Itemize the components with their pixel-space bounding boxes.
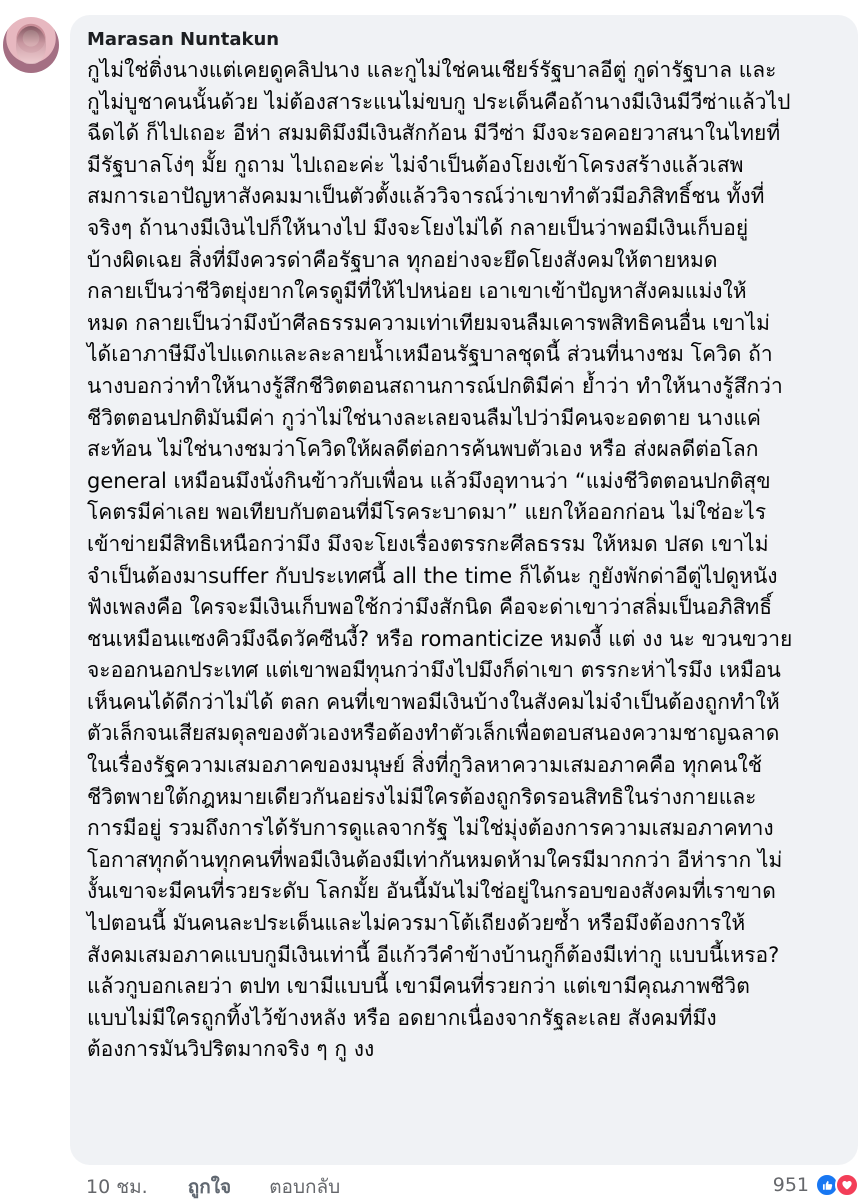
- reaction-count: 951: [772, 1174, 809, 1196]
- comment-line: หมด กลายเป็นว่ามึงบ้าศีลธรรมความเท่าเทียมจนลืมเคารพสิทธิคนอื่น เขาไม่: [87, 310, 770, 335]
- comment-line: ชีวิตพายใต้กฎหมายเดียวกันอย่รงไม่มีใครต้องถูกริดรอนสิทธิในร่างกายและ: [87, 784, 757, 809]
- comment-line: ชนเหมือนแซงคิวมึงฉีดวัคซีนงี้? หรือ romanticize หมดงี้ แต่ งง นะ ขวนขวาย: [87, 626, 793, 651]
- comment-line: กลายเป็นว่าชีวิตยุ่งยากใครดูมีที่ให้ไปหน่อย เอาเขาเข้าปัญหาสังคมแม่งให้: [87, 279, 747, 304]
- comment-line: กูไม่ใช่ติ่งนางแต่เคยดูคลิปนาง และกูไม่ใช่คนเชียร์รัฐบาลอีตู่ กูด่ารัฐบาล และ: [87, 58, 777, 82]
- comment-time-link[interactable]: 10 ชม.: [86, 1176, 148, 1198]
- comment-line: เห็นคนได้ดีกว่าไม่ได้ ตลก คนที่เขาพอมีเงินบ้างในสังคมไม่จำเป็นต้องถูกทำให้: [87, 689, 780, 714]
- comment-bubble: [70, 15, 858, 1165]
- comment-line: กูไม่บูชาคนนั้นด้วย ไม่ต้องสาระแนไม่ขบกู ประเด็นคือถ้านางมีเงินมีวีซ่าแล้วไป: [87, 89, 791, 114]
- comment-line: ต้องการมันวิปริตมากจริง ๆ กู งง: [87, 1037, 375, 1062]
- comment-line: สังคมเสมอภาคแบบกูมีเงินเท่านี้ อีแก้ววีคำข้างบ้านกูก็ต้องมีเท่ากู แบบนี้เหรอ?: [87, 942, 780, 967]
- comment-line: โคตรมีค่าเลย พอเทียบกับตอนที่มีโรคระบาดมา” แยกให้ออกก่อน ไม่ใช่อะไร: [87, 500, 767, 525]
- comment-line: ได้เอาภาษีมึงไปแดกและละลายน้ำเหมือนรัฐบาลชุดนี้ ส่วนที่นางชม โควิด ถ้า: [87, 342, 773, 367]
- comment-line: สะท้อน ไม่ใช่นางชมว่าโควิดให้ผลดีต่อการค้นพบตัวเอง หรือ ส่งผลดีต่อโลก: [87, 437, 759, 462]
- comment-line: ในเรื่องรัฐความเสมอภาคของมนุษย์ สิ่งที่กูวิลหาความเสมอภาคคือ ทุกคนใช้: [87, 753, 762, 778]
- comment-line: จริงๆ ถ้านางมีเงินไปก็ให้นางไป มึงจะโยงไม่ได้ กลายเป็นว่าพอมีเงินเก็บอยู่: [87, 215, 749, 240]
- like-button[interactable]: ถูกใจ: [187, 1176, 232, 1198]
- comment-line: จำเป็นต้องมาsuffer กับประเทศนี้ all the time ก็ได้นะ กูยังพักด่าอีตู่ไปดูหนัง: [87, 563, 778, 588]
- comment-line: ฟังเพลงคือ ใครจะมีเงินเก็บพอใช้กว่ามึงสักนิด คือจะด่าเขาว่าสลิ่มเป็นอภิสิทธิ์: [87, 595, 773, 620]
- comment-line: จะออกนอกประเทศ แต่เขาพอมีทุนกว่ามึงไปมึงก็ด่าเขา ตรรกะห่าไรมึง เหมือน: [87, 658, 781, 683]
- comment-line: แล้วกูบอกเลยว่า ตปท เขามีแบบนี้ เขามีคนที่รวยกว่า แต่เขามีคุณภาพชีวิต: [87, 974, 750, 999]
- comment-line: ฉีดได้ ก็ไปเถอะ อีห่า สมมติมึงมีเงินสักก้อน มีวีซ่า มึงจะรอคอยวาสนาในไทยที่: [87, 121, 781, 146]
- comment-line: ชีวิตตอนปกติมันมีค่า กูว่าไม่ใช่นางละเลยจนลืมไปว่ามีคนจะอดตาย นางแค่: [87, 405, 761, 430]
- comment-text: [87, 55, 842, 1066]
- comment-line: แบบไม่มีใครถูกทิ้งไว้ข้างหลัง หรือ อดยากเนื่องจากรัฐละเลย สังคมที่มึง: [87, 1005, 717, 1030]
- comment-author[interactable]: Marasan Nuntakun: [87, 29, 280, 50]
- comment-line: การมีอยู่ รวมถึงการได้รับการดูแลจากรัฐ ไม่ใช่มุ่งต้องการความเสมอภาคทาง: [87, 816, 774, 841]
- comment-line: ไปตอนนี้ มันคนละประเด็นและไม่ควรมาโต้เถียงด้วยซ้ำ หรือมึงต้องการให้: [87, 911, 746, 936]
- profile-photo: [16, 26, 46, 64]
- comment-line: เข้าข่ายมีสิทธิเหนือกว่ามึง มึงจะโยงเรื่องตรรกะศีลธรรม ให้หมด ปสด เขาไม่: [87, 531, 769, 556]
- comment-line: โอกาสทุกด้านทุกคนที่พอมีเงินต้องมีเท่ากันหมดห้ามใครมีมากกว่า อีห่าราก ไม่: [87, 847, 783, 872]
- reply-button[interactable]: ตอบกลับ: [269, 1176, 341, 1198]
- heart-reaction-icon: [835, 1173, 859, 1197]
- comment-line: สมการเอาปัญหาสังคมมาเป็นตัวตั้งแล้ววิจารณ์ว่าเขาทำตัวมีอภิสิทธิ์ชน ทั้งที่: [87, 184, 765, 209]
- comment-line: บ้างผิดเฉย สิ่งที่มึงควรด่าคือรัฐบาล ทุกอย่างจะยึดโยงสังคมให้ตายหมด: [87, 247, 718, 272]
- reaction-summary[interactable]: [773, 1170, 859, 1200]
- comment-line: งั้นเขาจะมีคนที่รวยระดับ โลกมั้ย อันนี้มันไม่ใช่อยู่ในกรอบของสังคมที่เราขาด: [87, 879, 776, 904]
- comment-actions: [86, 1173, 340, 1201]
- comment-line: นางบอกว่าทำให้นางรู้สึกชีวิตตอนสถานการณ์ปกติมีค่า ย้ำว่า ทำให้นางรู้สึกว่า: [87, 373, 783, 398]
- comment-line: มีรัฐบาลโง่ๆ มั้ย กูถาม ไปเถอะค่ะ ไม่จำเป็นต้องโยงเข้าโครงสร้างแล้วเสพ: [87, 152, 744, 177]
- comment-line: ตัวเล็กจนเสียสมดุลของตัวเองหรือต้องทำตัวเล็กเพื่อตอบสนองความชาญฉลาด: [87, 721, 780, 746]
- comment-avatar[interactable]: [3, 17, 59, 73]
- comment-line: general เหมือนมึงนั่งกินข้าวกับเพื่อน แล้วมึงอุทานว่า “แม่งชีวิตตอนปกติสุข: [87, 468, 771, 493]
